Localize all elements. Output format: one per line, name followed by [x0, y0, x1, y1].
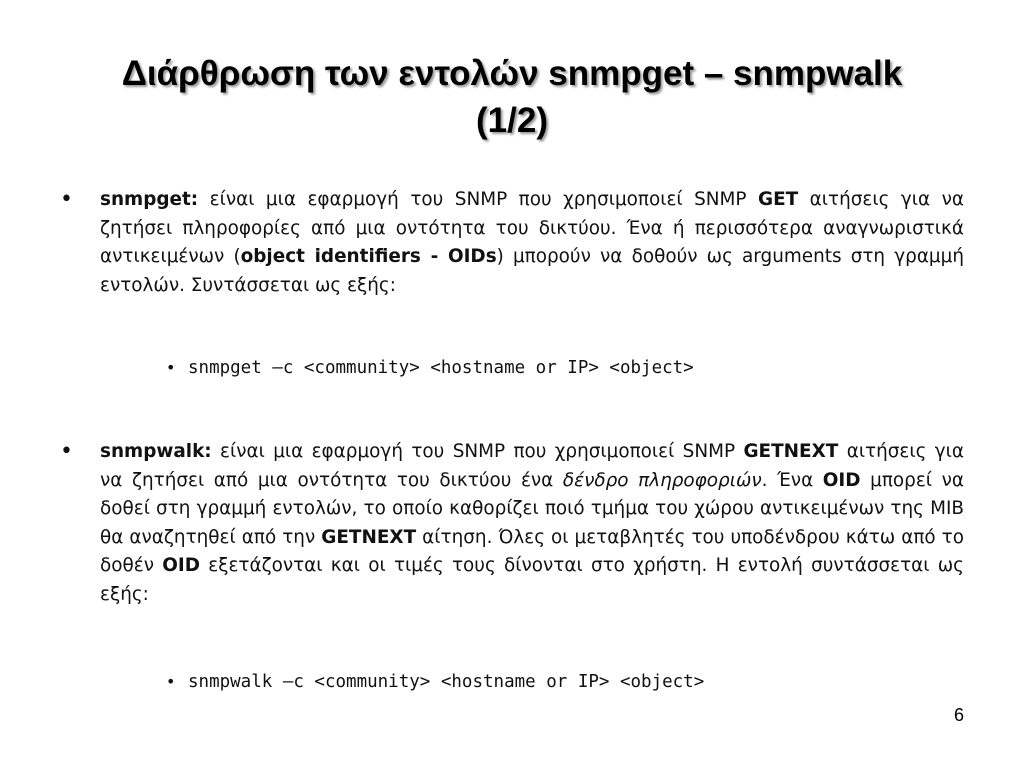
snmpget-text-3: ) μπορούν να δοθούν ως arguments στη γραμμή εντολών. Συντάσσεται ως εξής: [100, 246, 964, 296]
snmpwalk-oid-bold: OID [822, 469, 861, 491]
snmpwalk-term: snmpwalk: [100, 441, 212, 462]
snmpget-description [100, 186, 964, 300]
snmpwalk-description [100, 438, 964, 609]
snmpget-text-2: αιτήσεις για να ζητήσει πληροφορίες από μια οντότητα του δικτύου. Ένα ή περισσότερα αναγνωριστικά αντικειμένων ( [100, 189, 964, 267]
snmpwalk-getnext-bold: GETNEXT [743, 441, 839, 462]
snmpwalk-tree-italic: δένδρο πληροφοριών [562, 469, 762, 491]
snmpwalk-getnext-bold-2: GETNEXT [321, 526, 417, 548]
bullet-icon: • [60, 187, 73, 212]
snmpwalk-text-5: αίτηση. Όλες οι μεταβλητές του υποδένδρου κάτω από το δοθέν [100, 526, 965, 576]
bullet-icon: • [60, 439, 73, 464]
snmpget-get-bold: GET [757, 189, 799, 210]
snmpwalk-oid-bold-2: OID [162, 555, 200, 576]
bullet-snmpwalk [60, 438, 964, 609]
slide-title-line-1: Διάρθρωση των εντολών snmpget – snmpwalk [121, 54, 903, 93]
snmpwalk-command-text: snmpwalk –c <community> <hostname or IP> <object> [188, 672, 705, 692]
snmpget-command [166, 356, 694, 380]
snmpget-command-text: snmpget –c <community> <hostname or IP> <object> [188, 358, 694, 378]
slide-title-line-2: (1/2) [476, 101, 548, 140]
snmpget-term: snmpget: [100, 189, 199, 210]
bullet-snmpget [60, 186, 964, 300]
sub-bullet-icon: • [166, 672, 176, 691]
slide-title [40, 50, 984, 144]
snmpwalk-text-4: μπορεί να δοθεί στη γραμμή εντολών, το οποίο καθορίζει ποιό τμήμα του χώρου αντικειμένων της MIB θα αναζητηθεί από την [100, 469, 965, 548]
snmpwalk-text-6: εξετάζονται και οι τιμές τους δίνονται στο χρήστη. Η εντολή συντάσσεται ως εξής: [100, 555, 964, 605]
sub-bullet-icon: • [166, 358, 176, 377]
snmpget-text-1: είναι μια εφαρμογή του SNMP που χρησιμοποιεί SNMP [198, 189, 758, 210]
snmpwalk-text-2: αιτήσεις για να ζητήσει από μια οντότητα του δικτύου ένα [100, 441, 964, 491]
snmpwalk-text-3: . Ένα [761, 469, 823, 491]
snmpwalk-text-1: είναι μια εφαρμογή του SNMP που χρησιμοποιεί SNMP [211, 441, 744, 462]
snmpwalk-command [166, 670, 704, 694]
page-number: 6 [953, 705, 964, 725]
snmpget-oids-bold: object identifiers - OIDs [240, 246, 497, 267]
